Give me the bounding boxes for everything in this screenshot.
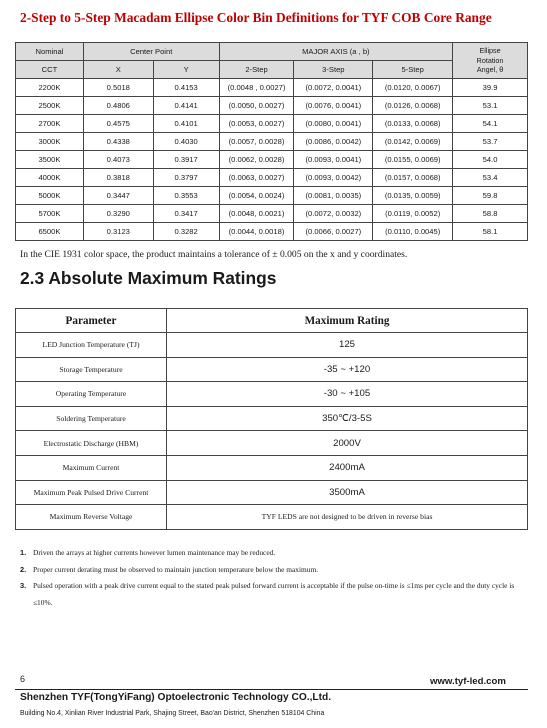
cell-rating: -35 ~ +120 [167, 357, 528, 382]
color-bin-title: 2-Step to 5-Step Macadam Ellipse Color Bin Definitions for TYF COB Core Range [20, 10, 492, 25]
section-title: 2.3 Absolute Maximum Ratings [20, 268, 277, 288]
cell-x: 0.4806 [83, 97, 153, 115]
table-row [16, 382, 528, 407]
cell-5-step: (0.0135, 0.0059) [373, 187, 453, 205]
cell-2-step: (0.0063, 0.0027) [219, 169, 294, 187]
cell-rating: 3500mA [167, 480, 528, 505]
cell-rating: 2000V [167, 431, 528, 456]
cell-3-step: (0.0076, 0.0041) [294, 97, 373, 115]
cell-parameter: Soldering Temperature [16, 406, 167, 431]
table-row [16, 151, 528, 169]
header-5-step: 5-Step [373, 61, 453, 79]
cell-2-step: (0.0044, 0.0018) [219, 223, 294, 241]
cell-5-step: (0.0157, 0.0068) [373, 169, 453, 187]
cell-y: 0.3417 [153, 205, 219, 223]
header-center-point: Center Point [83, 43, 219, 61]
cell-x: 0.3818 [83, 169, 153, 187]
table-row [16, 133, 528, 151]
table-row [16, 169, 528, 187]
cell-x: 0.4338 [83, 133, 153, 151]
cell-parameter: Maximum Current [16, 455, 167, 480]
table-row [16, 187, 528, 205]
company-name: Shenzhen TYF(TongYiFang) Optoelectronic Technology CO.,Ltd. [20, 692, 332, 703]
color-bin-table [15, 42, 528, 241]
max-ratings-table [15, 308, 528, 530]
header-ellipse: Ellipse [479, 46, 501, 56]
cell-rating: TYF LEDS are not designed to be driven in reverse bias [167, 505, 528, 530]
cell-x: 0.3123 [83, 223, 153, 241]
cell-x: 0.4575 [83, 115, 153, 133]
table-row [16, 223, 528, 241]
note-number: 3. [20, 581, 27, 590]
cell-angle: 53.7 [453, 133, 528, 151]
cell-cct: 5000K [16, 187, 84, 205]
cell-x: 0.5018 [83, 79, 153, 97]
table-row [16, 115, 528, 133]
cell-5-step: (0.0142, 0.0069) [373, 133, 453, 151]
cell-2-step: (0.0050, 0.0027) [219, 97, 294, 115]
table-row [16, 205, 528, 223]
cell-rating: -30 ~ +105 [167, 382, 528, 407]
cell-5-step: (0.0126, 0.0068) [373, 97, 453, 115]
header-angel: Angel, θ [476, 65, 504, 75]
cell-cct: 6500K [16, 223, 84, 241]
header-2-step: 2-Step [219, 61, 294, 79]
cell-3-step: (0.0093, 0.0041) [294, 151, 373, 169]
table-row [16, 480, 528, 505]
cell-x: 0.3447 [83, 187, 153, 205]
cell-parameter: Storage Temperature [16, 357, 167, 382]
website-link[interactable]: www.tyf-led.com [430, 676, 506, 687]
cell-2-step: (0.0057, 0.0028) [219, 133, 294, 151]
cell-cct: 3500K [16, 151, 84, 169]
cell-rating: 2400mA [167, 455, 528, 480]
cell-3-step: (0.0081, 0.0035) [294, 187, 373, 205]
cell-angle: 53.4 [453, 169, 528, 187]
cell-y: 0.3797 [153, 169, 219, 187]
cell-y: 0.4101 [153, 115, 219, 133]
tolerance-note: In the CIE 1931 color space, the product maintains a tolerance of ± 0.005 on the x and y coordinates. [20, 249, 408, 260]
table-row [16, 505, 528, 530]
cell-angle: 39.9 [453, 79, 528, 97]
cell-cct: 5700K [16, 205, 84, 223]
cell-3-step: (0.0093, 0.0042) [294, 169, 373, 187]
cell-3-step: (0.0080, 0.0041) [294, 115, 373, 133]
table-row [16, 431, 528, 456]
table-row [16, 333, 528, 358]
cell-2-step: (0.0048 , 0.0027) [219, 79, 294, 97]
cell-rating: 125 [167, 333, 528, 358]
cell-cct: 2700K [16, 115, 84, 133]
cell-3-step: (0.0072, 0.0032) [294, 205, 373, 223]
table-row [16, 406, 528, 431]
cell-5-step: (0.0120, 0.0067) [373, 79, 453, 97]
company-address: Building No.4, Xinlian River Industrial Park, Shajing Street, Bao'an District, Shenzhen 518104 China [20, 710, 325, 717]
header-x: X [83, 61, 153, 79]
header-ellipse-rotation [453, 43, 528, 79]
note-item [20, 545, 530, 562]
table-row [16, 455, 528, 480]
cell-parameter: Maximum Reverse Voltage [16, 505, 167, 530]
header-y: Y [153, 61, 219, 79]
cell-y: 0.3917 [153, 151, 219, 169]
cell-x: 0.3290 [83, 205, 153, 223]
cell-3-step: (0.0072, 0.0041) [294, 79, 373, 97]
note-text: Driven the arrays at higher currents however lumen maintenance may be reduced. [33, 548, 276, 557]
cell-y: 0.3282 [153, 223, 219, 241]
header-parameter: Parameter [16, 309, 167, 333]
note-text: Proper current derating must be observed to maintain junction temperature below the maximum. [33, 564, 319, 574]
cell-rating: 350℃/3-5S [167, 406, 528, 431]
header-cct: CCT [16, 61, 84, 79]
header-nominal: Nominal [16, 43, 84, 61]
cell-cct: 2200K [16, 79, 84, 97]
cell-parameter: Maximum Peak Pulsed Drive Current [16, 480, 167, 505]
cell-y: 0.4030 [153, 133, 219, 151]
cell-2-step: (0.0062, 0.0028) [219, 151, 294, 169]
cell-3-step: (0.0086, 0.0042) [294, 133, 373, 151]
cell-angle: 54.0 [453, 151, 528, 169]
cell-parameter: LED Junction Temperature (TJ) [16, 333, 167, 358]
header-major-axis: MAJOR AXIS (a , b) [219, 43, 453, 61]
cell-2-step: (0.0048, 0.0021) [219, 205, 294, 223]
table-row [16, 357, 528, 382]
notes-list [20, 545, 530, 611]
cell-5-step: (0.0133, 0.0068) [373, 115, 453, 133]
note-text: Pulsed operation with a peak drive current equal to the stated peak pulsed forward current is acceptable if the pulse on-time is ≤1ms per cycle and the duty cycle is ≤10%. [33, 581, 515, 607]
header-rotation: Rotation [476, 55, 504, 65]
cell-5-step: (0.0110, 0.0045) [373, 223, 453, 241]
note-item [20, 562, 530, 579]
page-number: 6 [20, 674, 26, 684]
cell-parameter: Operating Temperature [16, 382, 167, 407]
cell-y: 0.4141 [153, 97, 219, 115]
header-3-step: 3-Step [294, 61, 373, 79]
note-number: 2. [20, 564, 27, 574]
cell-2-step: (0.0054, 0.0024) [219, 187, 294, 205]
table-row [16, 79, 528, 97]
cell-angle: 58.1 [453, 223, 528, 241]
cell-3-step: (0.0066, 0.0027) [294, 223, 373, 241]
cell-angle: 53.1 [453, 97, 528, 115]
cell-cct: 2500K [16, 97, 84, 115]
cell-2-step: (0.0053, 0.0027) [219, 115, 294, 133]
cell-angle: 59.8 [453, 187, 528, 205]
note-number: 1. [20, 548, 27, 557]
cell-angle: 54.1 [453, 115, 528, 133]
cell-cct: 3000K [16, 133, 84, 151]
footer-divider [15, 689, 528, 690]
cell-x: 0.4073 [83, 151, 153, 169]
cell-angle: 58.8 [453, 205, 528, 223]
cell-parameter: Electrostatic Discharge (HBM) [16, 431, 167, 456]
header-maximum-rating: Maximum Rating [167, 309, 528, 333]
note-item [20, 578, 530, 611]
cell-cct: 4000K [16, 169, 84, 187]
cell-y: 0.4153 [153, 79, 219, 97]
cell-5-step: (0.0155, 0.0069) [373, 151, 453, 169]
cell-y: 0.3553 [153, 187, 219, 205]
cell-5-step: (0.0119, 0.0052) [373, 205, 453, 223]
table-row [16, 97, 528, 115]
